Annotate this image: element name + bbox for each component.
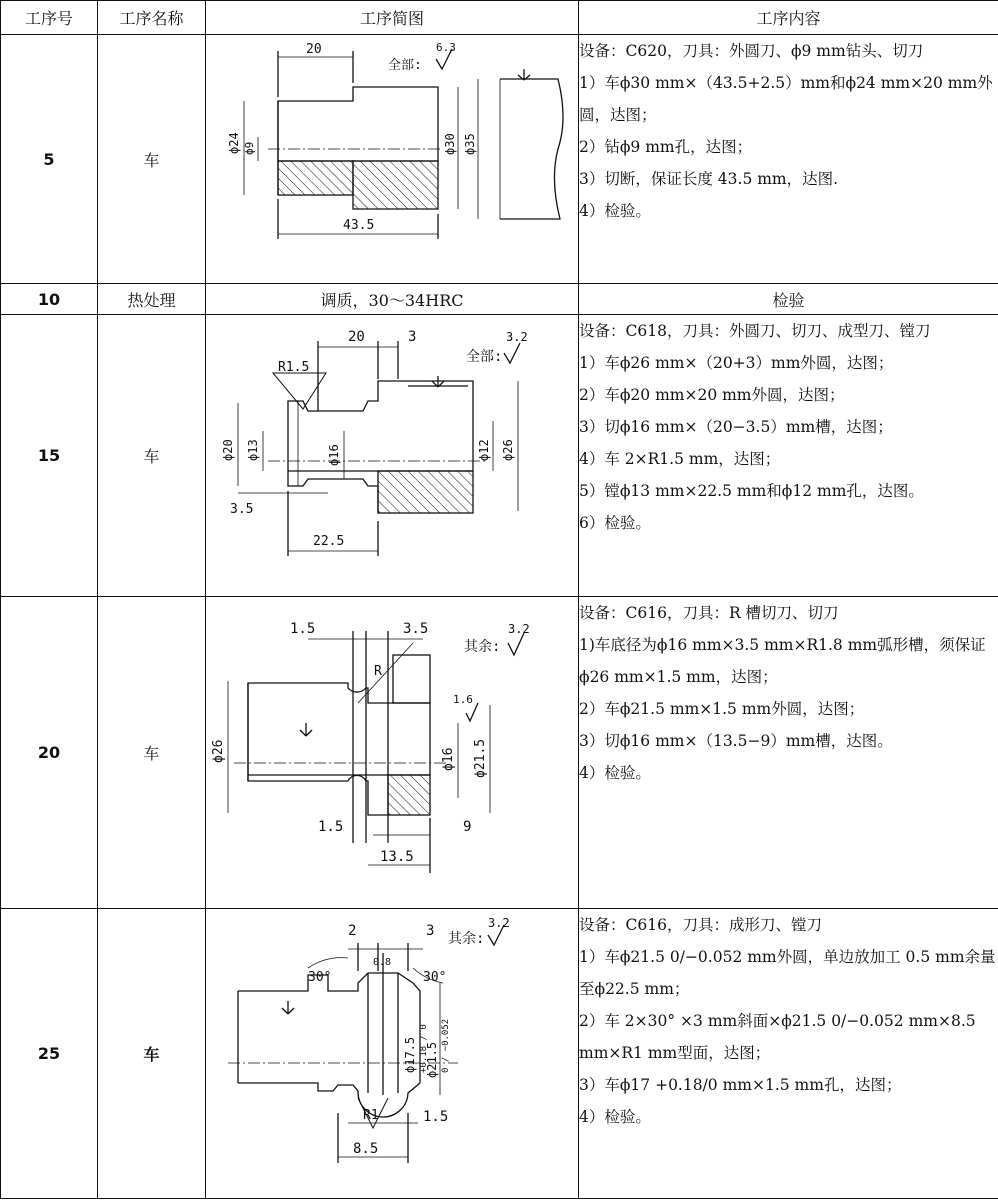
dim-dia26: ϕ26 — [501, 438, 515, 461]
dim-dia17-5: ϕ17.5 — [403, 1036, 417, 1073]
table-row — [1, 909, 998, 1199]
content-line: 3）车ϕ17 +0.18/0 mm×1.5 mm孔，达图； — [579, 1076, 902, 1094]
dim-r: R — [374, 663, 382, 679]
surface-rest-label: 其余: — [464, 638, 501, 655]
content-line: 4）检验。 — [579, 764, 651, 782]
content-text: 检验 — [579, 284, 998, 315]
dim-9: 9 — [463, 818, 472, 835]
dim-dia30: ϕ30 — [443, 133, 457, 155]
dim-3: 3 — [426, 922, 435, 939]
surface-all-label: 全部: — [388, 58, 422, 73]
dim-22-5: 22.5 — [313, 533, 345, 549]
process-name: 车 — [98, 35, 206, 284]
sketch-cell — [206, 315, 579, 597]
sketch-drawing — [208, 913, 576, 1195]
sketch-cell — [206, 909, 579, 1199]
content-cell — [579, 597, 998, 909]
dim-dia20: ϕ20 — [221, 438, 235, 461]
tol-17-5: +0.18 / 0 — [419, 1023, 429, 1073]
content-line: 2）车ϕ21.5 mm×1.5 mm外圆，达图； — [579, 700, 865, 718]
angle-30-left: 30° — [308, 969, 332, 985]
dim-3-5-top: 3.5 — [403, 620, 429, 637]
dim-dia21-5: ϕ21.5 — [473, 738, 488, 778]
content-line: 1）车ϕ26 mm×（20+3）mm外圆，达图； — [579, 354, 894, 372]
roughness-value: 3.2 — [508, 621, 530, 636]
roughness-value: 3.2 — [488, 915, 510, 930]
content-line: 3）切ϕ16 mm×（20−3.5）mm槽，达图； — [579, 418, 893, 436]
content-line: 3）切断，保证长度 43.5 mm，达图. — [579, 170, 839, 188]
header-no: 工序号 — [1, 1, 98, 35]
header-content: 工序内容 — [579, 1, 998, 35]
dim-1-5-bottom: 1.5 — [318, 818, 344, 835]
dim-20: 20 — [348, 328, 365, 345]
content-line: 设备：C616，刀具：R 槽切刀、切刀 — [579, 604, 839, 622]
header-sketch: 工序简图 — [206, 1, 579, 35]
dim-dia12: ϕ12 — [477, 438, 491, 461]
content-line: 4）车 2×R1.5 mm，达图； — [579, 450, 781, 468]
roughness-1-6: 1.6 — [453, 692, 473, 706]
dim-dia16: ϕ16 — [327, 443, 341, 466]
content-cell — [579, 315, 998, 597]
content-line: 4）检验。 — [579, 202, 651, 220]
process-no: 25 — [1, 909, 98, 1199]
dim-8-5: 8.5 — [353, 1140, 379, 1157]
process-name: 热处理 — [98, 284, 206, 315]
roughness-value: 6.3 — [436, 41, 456, 54]
tol-21-5: 0 / −0.052 — [441, 1018, 451, 1073]
dim-dia21-5: ϕ21.5 — [425, 1041, 439, 1078]
dim-1-5-top: 1.5 — [290, 620, 316, 637]
header-row — [1, 1, 998, 35]
content-cell — [579, 909, 998, 1199]
dim-20: 20 — [306, 42, 322, 57]
dim-r1: R1 — [363, 1107, 379, 1123]
dim-3: 3 — [408, 328, 417, 345]
dim-3-5: 3.5 — [230, 501, 254, 517]
dim-dia13: ϕ13 — [246, 438, 260, 461]
sketch-drawing — [208, 603, 576, 903]
dim-dia26: ϕ26 — [211, 739, 226, 763]
header-name: 工序名称 — [98, 1, 206, 35]
content-line: 2）车ϕ20 mm×20 mm外圆，达图； — [579, 386, 845, 404]
table-row — [1, 284, 998, 315]
roughness-value: 3.2 — [506, 329, 528, 344]
dim-1-5: 1.5 — [423, 1108, 449, 1125]
process-no: 15 — [1, 315, 98, 597]
content-line: 设备：C618，刀具：外圆刀、切刀、成型刀、镗刀 — [579, 322, 931, 340]
dim-dia24: ϕ24 — [227, 132, 241, 154]
table-row — [1, 597, 998, 909]
dim-dia16: ϕ16 — [441, 747, 456, 771]
content-cell — [579, 35, 998, 284]
content-line: 1）车ϕ30 mm×（43.5+2.5）mm和ϕ24 mm×20 mm外圆，达图； — [579, 74, 993, 124]
content-line: 设备：C620，刀具：外圆刀、ϕ9 mm钻头、切刀 — [579, 42, 924, 60]
content-line: 5）镗ϕ13 mm×22.5 mm和ϕ12 mm孔，达图。 — [579, 482, 924, 500]
content-line: 4）检验。 — [579, 1108, 651, 1126]
table-row — [1, 35, 998, 284]
dim-r1-5: R1.5 — [278, 359, 310, 375]
content-line: 1)车底径为ϕ16 mm×3.5 mm×R1.8 mm弧形槽，须保证ϕ26 mm×1.5 mm，达图； — [579, 636, 986, 686]
sketch-text: 调质，30～34HRC — [206, 284, 579, 315]
content-line: 1）车ϕ21.5 0/−0.052 mm外圆，单边放加工 0.5 mm余量至ϕ22.5 mm； — [579, 948, 996, 998]
angle-30-right: 30° — [423, 969, 447, 985]
dim-dia35: ϕ35 — [463, 133, 477, 155]
surface-all-label: 全部: — [466, 348, 503, 365]
dim-13-5: 13.5 — [380, 848, 414, 865]
sketch-drawing — [208, 321, 576, 591]
dim-dia9: ϕ9 — [243, 141, 256, 155]
dim-2: 2 — [348, 922, 357, 939]
content-line: 6）检验。 — [579, 514, 651, 532]
content-line: 2）钻ϕ9 mm孔，达图； — [579, 138, 753, 156]
sketch-cell — [206, 597, 579, 909]
process-no: 20 — [1, 597, 98, 909]
table-row — [1, 315, 998, 597]
dim-43-5: 43.5 — [343, 218, 375, 233]
process-name: 车 — [98, 909, 206, 1199]
content-line: 3）切ϕ16 mm×（13.5−9）mm槽，达图。 — [579, 732, 893, 750]
process-no: 10 — [1, 284, 98, 315]
surface-rest-label: 其余: — [448, 930, 485, 947]
content-line: 2）车 2×30° ×3 mm斜面×ϕ21.5 0/−0.052 mm×8.5 mm×R1 mm型面，达图； — [579, 1012, 976, 1062]
process-name: 车 — [98, 597, 206, 909]
process-no: 5 — [1, 35, 98, 284]
process-name: 车 — [98, 315, 206, 597]
sketch-cell — [206, 35, 579, 284]
roughness-0-8: 0.8 — [373, 956, 392, 968]
content-line: 设备：C616，刀具：成形刀、镗刀 — [579, 916, 822, 934]
sketch-drawing — [208, 39, 576, 279]
